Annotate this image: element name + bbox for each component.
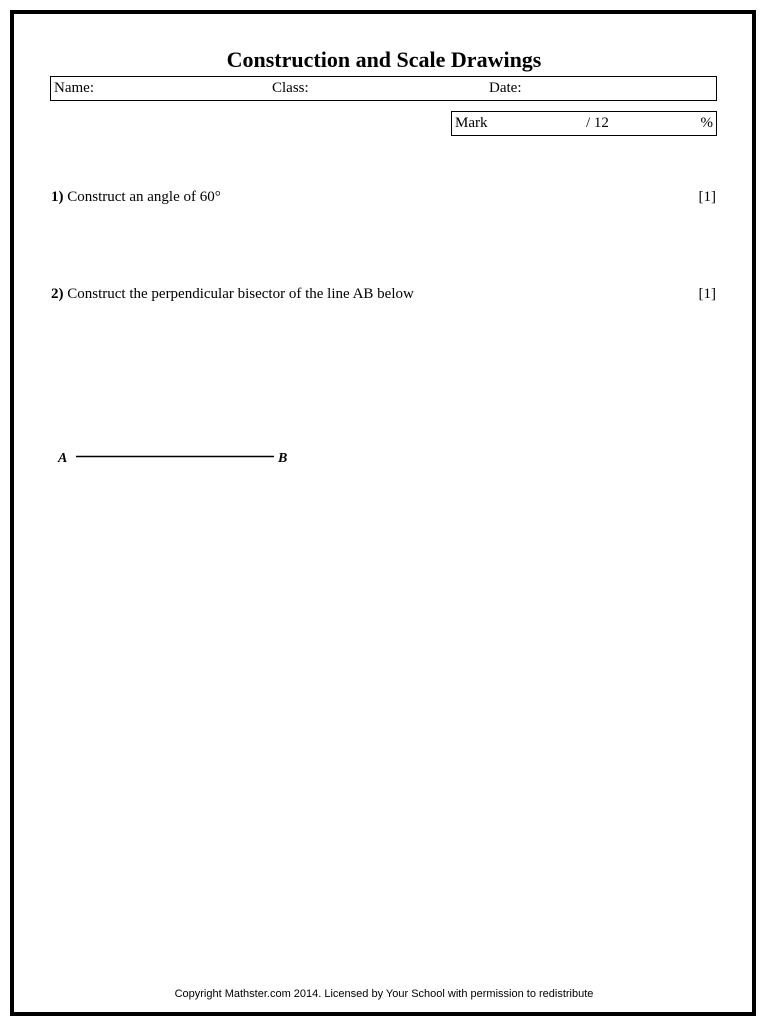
question-marks: [1] [698,189,716,205]
mark-total: / 12 [586,115,609,131]
mark-percent: % [700,115,713,131]
copyright-footer: Copyright Mathster.com 2014. Licensed by Your School with permission to redistribute [174,988,594,1000]
question-number: 1) [51,189,64,205]
question-2 [51,286,716,303]
point-b-label: B [278,451,288,466]
question-text: Construct the perpendicular bisector of the line AB below [63,286,414,302]
question-1 [51,189,716,206]
date-label: Date: [489,80,522,96]
name-label: Name: [54,80,94,96]
student-info-box [50,76,717,101]
question-marks: [1] [698,286,716,302]
question-text: Construct an angle of 60° [63,189,221,205]
class-label: Class: [272,80,309,96]
question-number: 2) [51,286,64,302]
worksheet-title: Construction and Scale Drawings [226,47,542,72]
point-a-label: A [58,451,68,466]
mark-box [451,111,717,136]
mark-label: Mark [455,115,488,131]
line-ab-diagram [56,446,296,468]
page-border [10,10,756,1016]
